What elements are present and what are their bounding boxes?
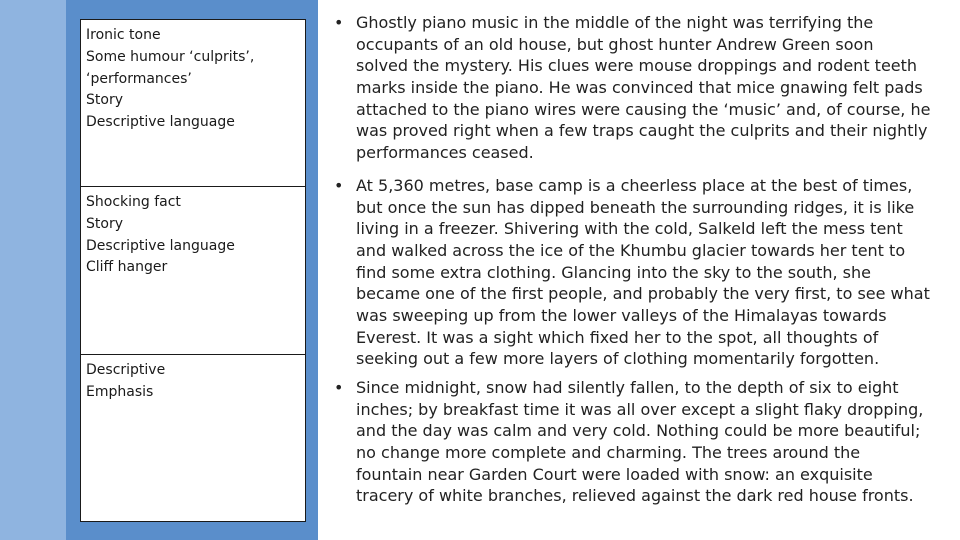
passage-line: Since midnight, snow had silently fallen, to the depth of six to eight bbox=[356, 378, 899, 397]
label-box-2 bbox=[80, 186, 306, 355]
label-line: ‘performances’ bbox=[86, 70, 192, 87]
label-line: Descriptive language bbox=[86, 114, 235, 131]
passage-line: seeking out a few more layers of clothing momentarily forgotten. bbox=[356, 349, 880, 369]
passage-line: but once the sun has dipped beneath the surrounding ridges, it is like bbox=[356, 197, 915, 217]
passage-text bbox=[356, 175, 946, 370]
label-line: Story bbox=[86, 215, 123, 232]
passage-text bbox=[356, 12, 946, 164]
passage-line: was proved right when a few traps caught the culprits and their nightly bbox=[356, 121, 928, 141]
passage-line: At 5,360 metres, base camp is a cheerless place at the best of times, bbox=[356, 176, 913, 195]
passage-line: and walked across the ice of the Khumbu glacier towards her tent to bbox=[356, 240, 906, 260]
label-line: Cliff hanger bbox=[86, 259, 168, 276]
label-line: Descriptive language bbox=[86, 237, 235, 254]
bullet-icon: • bbox=[334, 13, 344, 32]
passage-line: living in a freezer. Shivering with the cold, Salkeld left the mess tent bbox=[356, 219, 903, 239]
label-line: Descriptive bbox=[86, 362, 166, 378]
passage-line: was sweeping up from the lower valleys of the Himalayas towards bbox=[356, 305, 887, 325]
passage-line: Ghostly piano music in the middle of the night was terrifying the bbox=[356, 13, 874, 32]
label-box-3 bbox=[80, 354, 306, 522]
bullet-icon: • bbox=[334, 176, 344, 195]
passage-line: inches; by breakfast time it was all over except a slight flaky dropping, bbox=[356, 399, 924, 419]
bullet-icon: • bbox=[334, 378, 344, 397]
passage-line: Everest. It was a sight which fixed her to the spot, all thoughts of bbox=[356, 327, 879, 347]
label-line: Emphasis bbox=[86, 383, 154, 400]
passage-line: solved the mystery. His clues were mouse droppings and rodent teeth bbox=[356, 56, 918, 76]
passage-line: occupants of an old house, but ghost hunter Andrew Green soon bbox=[356, 34, 874, 54]
passage-line: became one of the first people, and probably the very first, to see what bbox=[356, 284, 930, 304]
passage-line: attached to the piano wires were causing the ‘music’ and, of course, he bbox=[356, 99, 931, 119]
passage-text bbox=[356, 377, 946, 507]
label-line: Some humour ‘culprits’, bbox=[86, 48, 255, 65]
passage-line: no change more complete and charming. The trees around the bbox=[356, 442, 861, 462]
passage-line: find some extra clothing. Glancing into the sky to the south, she bbox=[356, 262, 871, 282]
label-line: Shocking fact bbox=[86, 194, 181, 210]
passage-line: and the day was calm and very cold. Nothing could be more beautiful; bbox=[356, 421, 921, 441]
label-line: Story bbox=[86, 92, 123, 109]
passage-line: tracery of white branches, relieved against the dark red house fronts. bbox=[356, 486, 914, 506]
label-line: Ironic tone bbox=[86, 27, 161, 43]
label-box-1 bbox=[80, 19, 306, 187]
left-decorative-strip bbox=[0, 0, 66, 540]
passage-line: fountain near Garden Court were loaded with snow: an exquisite bbox=[356, 464, 873, 484]
passage-line: performances ceased. bbox=[356, 142, 534, 162]
passage-line: marks inside the piano. He was convinced that mice gnawing felt pads bbox=[356, 77, 923, 97]
